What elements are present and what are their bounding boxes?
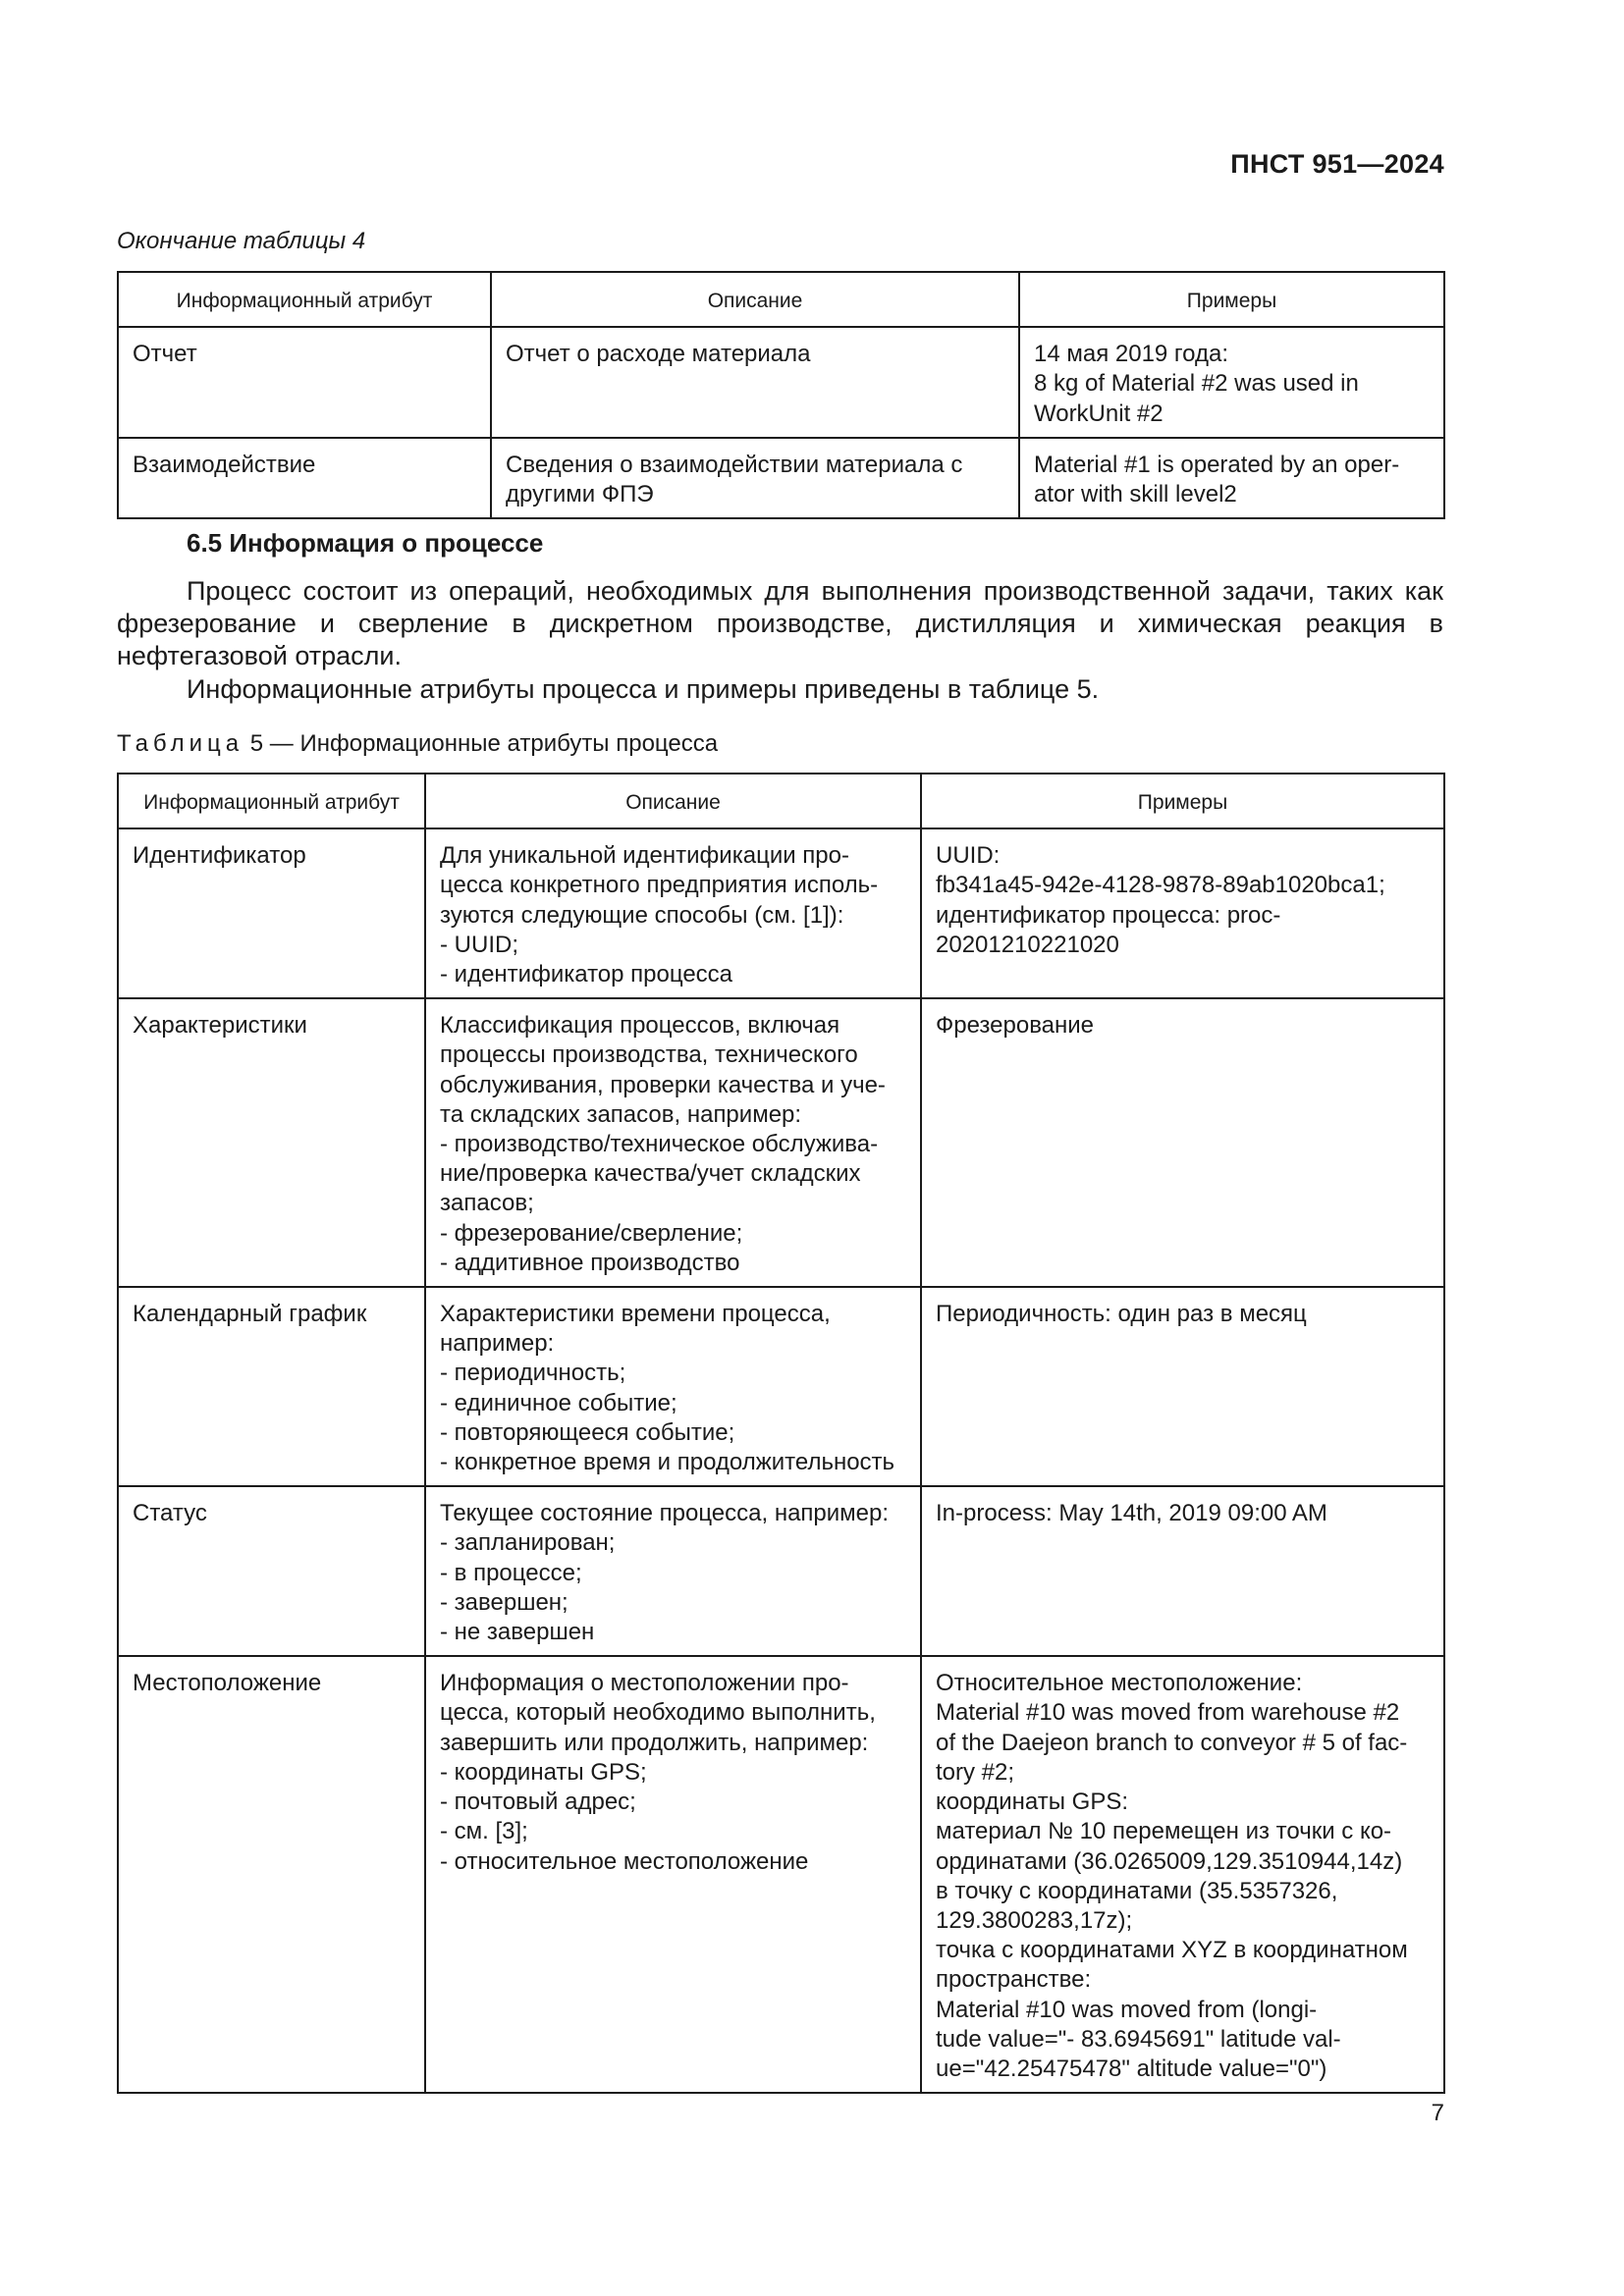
- column-header-description: Описание: [491, 272, 1019, 327]
- examples-line: пространстве:: [936, 1966, 1092, 1994]
- description-line: - в процессе;: [440, 1559, 582, 1586]
- examples-line: ординатами (36.0265009,129.3510944,14z): [936, 1847, 1403, 1875]
- examples-line: идентификатор процесса: proc-: [936, 901, 1281, 929]
- cell-attribute: Местоположение: [118, 1656, 425, 2093]
- description-line: - конкретное время и продолжительность: [440, 1449, 895, 1476]
- cell-attribute: Статус: [118, 1486, 425, 1656]
- examples-line: WorkUnit #2: [1034, 400, 1164, 427]
- description-line: цесса, который необходимо выполнить,: [440, 1699, 876, 1727]
- description-line: - не завершен: [440, 1619, 595, 1646]
- table-row: [118, 998, 1444, 1287]
- examples-line: In-process: May 14th, 2019 09:00 AM: [936, 1500, 1327, 1527]
- section-paragraph: Процесс состоит из операций, необходимых для выполнения производственной задачи, таких как фрезерование и сверление в дискретном производстве, дистилляция и химическая реакция в нефтегазовой отрасли.: [117, 576, 1443, 670]
- table4-continuation-caption: Окончание таблицы 4: [117, 228, 366, 254]
- description-line: запасов;: [440, 1190, 534, 1217]
- examples-line: 8 kg of Material #2 was used in: [1034, 370, 1359, 398]
- description-line: - повторяющееся событие;: [440, 1418, 735, 1446]
- table-row: [118, 828, 1444, 998]
- examples-line: Material #1 is operated by an oper-: [1034, 451, 1400, 478]
- examples-line: координаты GPS:: [936, 1789, 1129, 1816]
- description-line: - завершен;: [440, 1588, 568, 1616]
- examples-line: в точку с координатами (35.5357326,: [936, 1877, 1338, 1904]
- description-line: Сведения о взаимодействии материала с: [506, 451, 963, 478]
- cell-examples: [921, 1287, 1444, 1486]
- description-line: Характеристики времени процесса,: [440, 1301, 831, 1328]
- description-line: - аддитивное производство: [440, 1249, 740, 1276]
- description-line: Текущее состояние процесса, например:: [440, 1500, 890, 1527]
- section-paragraph: Информационные атрибуты процесса и примеры приведены в таблице 5.: [187, 674, 1100, 704]
- description-line: - UUID;: [440, 931, 518, 958]
- cell-attribute: Характеристики: [118, 998, 425, 1287]
- cell-description: [491, 438, 1019, 518]
- column-header-attribute: Информационный атрибут: [118, 272, 491, 327]
- column-header-attribute: Информационный атрибут: [118, 774, 425, 828]
- cell-description: [425, 1656, 921, 2093]
- examples-line: ue="42.25475478" altitude value="0"): [936, 2055, 1327, 2082]
- description-line: завершить или продолжить, например:: [440, 1729, 869, 1756]
- table-5: [117, 773, 1445, 2094]
- cell-description: [425, 1287, 921, 1486]
- cell-examples: [1019, 438, 1444, 518]
- table5-caption: [117, 730, 718, 758]
- description-line: - относительное местоположение: [440, 1847, 809, 1875]
- examples-line: 14 мая 2019 года:: [1034, 341, 1228, 368]
- cell-examples: [1019, 327, 1444, 438]
- cell-attribute: Идентификатор: [118, 828, 425, 998]
- table-header-row: [118, 272, 1444, 327]
- table-4: [117, 271, 1445, 519]
- cell-attribute: Взаимодействие: [118, 438, 491, 518]
- cell-description: [425, 1486, 921, 1656]
- table-row: [118, 327, 1444, 438]
- cell-description: [425, 828, 921, 998]
- description-line: - запланирован;: [440, 1529, 616, 1557]
- description-line: Классификация процессов, включая: [440, 1012, 840, 1040]
- examples-line: Периодичность: один раз в месяц: [936, 1301, 1307, 1328]
- examples-line: Фрезерование: [936, 1012, 1095, 1040]
- cell-examples: [921, 1486, 1444, 1656]
- description-line: Для уникальной идентификации про-: [440, 842, 849, 870]
- description-line: ние/проверка качества/учет складских: [440, 1160, 861, 1188]
- table-row: [118, 438, 1444, 518]
- cell-attribute: Отчет: [118, 327, 491, 438]
- description-line: другими ФПЭ: [506, 481, 654, 508]
- examples-line: точка с координатами XYZ в координатном: [936, 1937, 1408, 1964]
- description-line: например:: [440, 1330, 555, 1358]
- description-line: - координаты GPS;: [440, 1758, 647, 1786]
- description-line: Отчет о расходе материала: [506, 341, 811, 368]
- examples-line: Относительное местоположение:: [936, 1670, 1303, 1697]
- column-header-examples: Примеры: [1019, 272, 1444, 327]
- description-line: - производство/техническое обслужива-: [440, 1131, 879, 1158]
- cell-description: [491, 327, 1019, 438]
- description-line: - см. [3];: [440, 1818, 528, 1845]
- examples-line: ator with skill level2: [1034, 481, 1237, 508]
- examples-line: Material #10 was moved from warehouse #2: [936, 1699, 1400, 1727]
- description-line: цесса конкретного предприятия исполь-: [440, 872, 879, 899]
- examples-line: материал № 10 перемещен из точки с ко-: [936, 1818, 1392, 1845]
- column-header-description: Описание: [425, 774, 921, 828]
- examples-line: tude value="- 83.6945691" latitude val-: [936, 2025, 1341, 2053]
- section-heading: 6.5 Информация о процессе: [187, 528, 544, 558]
- examples-line: fb341a45-942e-4128-9878-89ab1020bca1;: [936, 872, 1385, 899]
- table5-caption-label: Таблица: [117, 730, 244, 757]
- description-line: обслуживания, проверки качества и уче-: [440, 1071, 886, 1098]
- description-line: процессы производства, технического: [440, 1041, 858, 1069]
- column-header-examples: Примеры: [921, 774, 1444, 828]
- examples-line: UUID:: [936, 842, 1001, 870]
- table-header-row: [118, 774, 1444, 828]
- doc-code: ПНСТ 951—2024: [1230, 149, 1444, 179]
- description-line: - идентификатор процесса: [440, 961, 733, 988]
- page-number: 7: [1431, 2100, 1444, 2126]
- examples-line: of the Daejeon branch to conveyor # 5 of fac-: [936, 1729, 1408, 1756]
- cell-description: [425, 998, 921, 1287]
- description-line: Информация о местоположении про-: [440, 1670, 849, 1697]
- examples-line: tory #2;: [936, 1758, 1015, 1786]
- cell-examples: [921, 828, 1444, 998]
- description-line: - периодичность;: [440, 1360, 626, 1387]
- description-line: - фрезерование/сверление;: [440, 1219, 743, 1247]
- cell-examples: [921, 998, 1444, 1287]
- cell-attribute: Календарный график: [118, 1287, 425, 1486]
- table-row: [118, 1287, 1444, 1486]
- examples-line: 129.3800283,17z);: [936, 1906, 1133, 1934]
- description-line: та складских запасов, например:: [440, 1100, 802, 1128]
- examples-line: 20201210221020: [936, 931, 1119, 958]
- table-row: [118, 1656, 1444, 2093]
- description-line: зуются следующие способы (см. [1]):: [440, 901, 844, 929]
- description-line: - единичное событие;: [440, 1389, 677, 1416]
- description-line: - почтовый адрес;: [440, 1789, 636, 1816]
- examples-line: Material #10 was moved from (longi-: [936, 1996, 1318, 2023]
- table5-caption-title: 5 — Информационные атрибуты процесса: [249, 730, 719, 757]
- table-row: [118, 1486, 1444, 1656]
- cell-examples: [921, 1656, 1444, 2093]
